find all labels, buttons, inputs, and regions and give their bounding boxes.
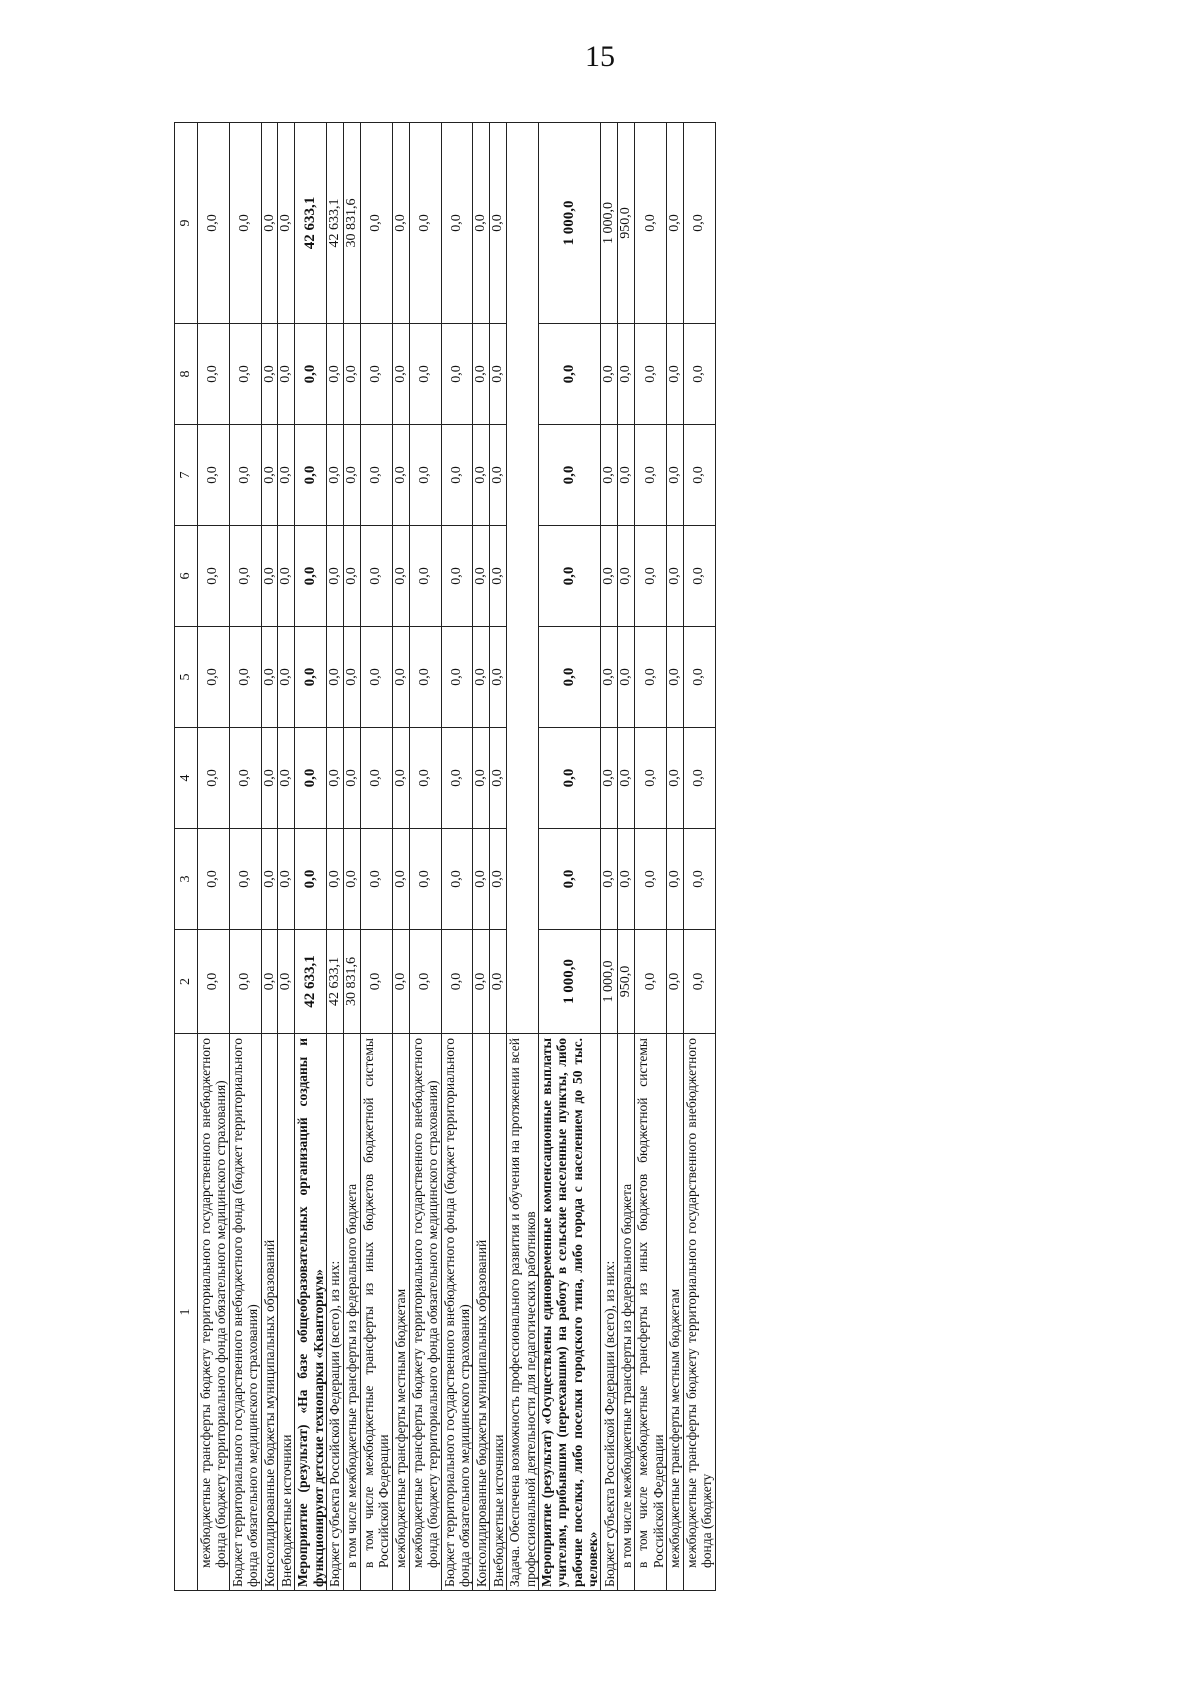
table-row [295, 123, 327, 1591]
row-description: Бюджет субъекта Российской Федерации (всего), из них: [327, 1034, 344, 1591]
value-cell: 0,0 [618, 324, 635, 425]
value-cell: 0,0 [278, 829, 295, 930]
column-number: 8 [175, 324, 198, 425]
value-cell: 0,0 [278, 324, 295, 425]
value-cell: 0,0 [409, 930, 441, 1034]
value-cell: 0,0 [344, 526, 361, 627]
value-cell: 0,0 [635, 526, 667, 627]
value-cell: 0,0 [441, 728, 473, 829]
value-cell: 0,0 [538, 425, 601, 526]
value-cell: 0,0 [361, 425, 393, 526]
table-row [441, 123, 473, 1591]
value-cell: 0,0 [295, 324, 327, 425]
table-row [409, 123, 441, 1591]
value-cell: 0,0 [601, 324, 618, 425]
value-cell: 0,0 [490, 425, 507, 526]
value-cell: 0,0 [392, 728, 409, 829]
value-cell: 0,0 [261, 526, 278, 627]
value-cell: 0,0 [198, 829, 230, 930]
value-cell: 0,0 [684, 728, 716, 829]
value-cell: 0,0 [327, 425, 344, 526]
value-cell: 950,0 [618, 930, 635, 1034]
value-cell: 0,0 [327, 324, 344, 425]
value-cell: 0,0 [409, 123, 441, 324]
value-cell: 0,0 [538, 728, 601, 829]
value-cell: 0,0 [261, 123, 278, 324]
column-number: 1 [175, 1034, 198, 1591]
value-cell: 0,0 [601, 526, 618, 627]
value-cell: 0,0 [601, 728, 618, 829]
value-cell: 0,0 [344, 728, 361, 829]
value-cell: 0,0 [261, 425, 278, 526]
value-cell: 0,0 [392, 123, 409, 324]
value-cell: 0,0 [618, 627, 635, 728]
value-cell: 42 633,1 [295, 930, 327, 1034]
table-row [327, 123, 344, 1591]
value-cell: 0,0 [667, 728, 684, 829]
value-cell: 0,0 [667, 829, 684, 930]
empty-cell [507, 123, 539, 324]
column-number-row [175, 123, 198, 1591]
value-cell: 30 831,6 [344, 123, 361, 324]
value-cell: 0,0 [635, 425, 667, 526]
empty-cell [507, 930, 539, 1034]
table-row [261, 123, 278, 1591]
empty-cell [507, 425, 539, 526]
value-cell: 0,0 [635, 829, 667, 930]
empty-cell [507, 627, 539, 728]
row-description: межбюджетные трансферты бюджету территориального государственного внебюджетного фонда (бюджету территориального фонда обязательного медицинского страхования) [409, 1034, 441, 1591]
value-cell: 0,0 [361, 930, 393, 1034]
value-cell: 0,0 [278, 123, 295, 324]
value-cell: 0,0 [473, 728, 490, 829]
table-row [229, 123, 261, 1591]
value-cell: 42 633,1 [327, 123, 344, 324]
row-description: Мероприятие (результат) «Осуществлены единовременные компенсационные выплаты учителям, прибывшим (переехавшим) на работу в сельские населенные пункты, либо рабочие поселки, либо поселки городского типа, либо города с населением до 50 тыс. человек» [538, 1034, 601, 1591]
table-row [198, 123, 230, 1591]
row-description: в том числе межбюджетные трансферты из иных бюджетов бюджетной системы Российской Федерации [635, 1034, 667, 1591]
value-cell: 950,0 [618, 123, 635, 324]
value-cell: 0,0 [361, 324, 393, 425]
value-cell: 0,0 [392, 324, 409, 425]
value-cell: 0,0 [327, 829, 344, 930]
value-cell: 0,0 [229, 829, 261, 930]
value-cell: 0,0 [473, 627, 490, 728]
value-cell: 0,0 [490, 324, 507, 425]
value-cell: 0,0 [392, 425, 409, 526]
table-row [392, 123, 409, 1591]
value-cell: 0,0 [667, 627, 684, 728]
value-cell: 0,0 [229, 930, 261, 1034]
value-cell: 0,0 [667, 324, 684, 425]
value-cell: 0,0 [295, 425, 327, 526]
value-cell: 0,0 [684, 930, 716, 1034]
value-cell: 0,0 [198, 324, 230, 425]
table-row [278, 123, 295, 1591]
value-cell: 0,0 [538, 324, 601, 425]
value-cell: 0,0 [684, 123, 716, 324]
value-cell: 0,0 [635, 324, 667, 425]
value-cell: 0,0 [278, 728, 295, 829]
table-row [684, 123, 716, 1591]
value-cell: 0,0 [490, 829, 507, 930]
value-cell: 1 000,0 [601, 123, 618, 324]
value-cell: 0,0 [361, 728, 393, 829]
value-cell: 0,0 [441, 526, 473, 627]
column-number: 2 [175, 930, 198, 1034]
value-cell: 0,0 [618, 728, 635, 829]
row-description: Консолидированные бюджеты муниципальных образований [473, 1034, 490, 1591]
value-cell: 0,0 [490, 123, 507, 324]
value-cell: 0,0 [441, 425, 473, 526]
value-cell: 0,0 [635, 728, 667, 829]
value-cell: 0,0 [684, 627, 716, 728]
row-description: Консолидированные бюджеты муниципальных образований [261, 1034, 278, 1591]
column-number: 3 [175, 829, 198, 930]
row-description: межбюджетные трансферты бюджету территориального государственного внебюджетного фонда (бюджету территориального фонда обязательного медицинского страхования) [198, 1034, 230, 1591]
value-cell: 0,0 [473, 324, 490, 425]
row-description: межбюджетные трансферты местным бюджетам [392, 1034, 409, 1591]
value-cell: 0,0 [409, 425, 441, 526]
value-cell: 1 000,0 [538, 930, 601, 1034]
value-cell: 0,0 [229, 526, 261, 627]
value-cell: 0,0 [261, 627, 278, 728]
table-row [361, 123, 393, 1591]
value-cell: 0,0 [361, 123, 393, 324]
value-cell: 0,0 [473, 425, 490, 526]
table-row [601, 123, 618, 1591]
value-cell: 0,0 [490, 627, 507, 728]
row-description: межбюджетные трансферты местным бюджетам [667, 1034, 684, 1591]
value-cell: 0,0 [684, 425, 716, 526]
value-cell: 0,0 [601, 627, 618, 728]
row-description: в том числе межбюджетные трансферты из федерального бюджета [618, 1034, 635, 1591]
value-cell: 0,0 [473, 123, 490, 324]
value-cell: 0,0 [229, 123, 261, 324]
empty-cell [507, 526, 539, 627]
value-cell: 0,0 [327, 728, 344, 829]
column-number: 5 [175, 627, 198, 728]
value-cell: 0,0 [198, 526, 230, 627]
value-cell: 30 831,6 [344, 930, 361, 1034]
value-cell: 0,0 [392, 627, 409, 728]
value-cell: 0,0 [261, 930, 278, 1034]
value-cell: 0,0 [667, 425, 684, 526]
value-cell: 0,0 [667, 526, 684, 627]
column-number: 7 [175, 425, 198, 526]
value-cell: 0,0 [441, 930, 473, 1034]
row-description: Внебюджетные источники [278, 1034, 295, 1591]
value-cell: 0,0 [278, 930, 295, 1034]
value-cell: 0,0 [344, 627, 361, 728]
value-cell: 42 633,1 [327, 930, 344, 1034]
column-number: 4 [175, 728, 198, 829]
value-cell: 0,0 [295, 829, 327, 930]
value-cell: 0,0 [361, 627, 393, 728]
value-cell: 0,0 [198, 930, 230, 1034]
value-cell: 0,0 [618, 526, 635, 627]
value-cell: 0,0 [409, 627, 441, 728]
value-cell: 0,0 [327, 627, 344, 728]
row-description: Мероприятие (результат) «На базе общеобразовательных организаций созданы и функционируют детские технопарки «Кванториум» [295, 1034, 327, 1591]
value-cell: 0,0 [392, 930, 409, 1034]
value-cell: 0,0 [473, 930, 490, 1034]
value-cell: 0,0 [635, 123, 667, 324]
row-description: Внебюджетные источники [490, 1034, 507, 1591]
row-description: Бюджет территориального государственного внебюджетного фонда (бюджет территориального фонда обязательного медицинского страхования) [441, 1034, 473, 1591]
value-cell: 0,0 [538, 526, 601, 627]
table-row [618, 123, 635, 1591]
table-row [473, 123, 490, 1591]
value-cell: 0,0 [409, 728, 441, 829]
task-row [507, 123, 539, 1591]
rotated-budget-table-container [174, 123, 1109, 1591]
value-cell: 0,0 [409, 324, 441, 425]
value-cell: 0,0 [601, 829, 618, 930]
value-cell: 0,0 [409, 526, 441, 627]
value-cell: 1 000,0 [601, 930, 618, 1034]
row-description: в том числе межбюджетные трансферты из федерального бюджета [344, 1034, 361, 1591]
value-cell: 0,0 [261, 728, 278, 829]
value-cell: 0,0 [198, 728, 230, 829]
table-row [538, 123, 601, 1591]
value-cell: 0,0 [635, 627, 667, 728]
value-cell: 0,0 [229, 728, 261, 829]
value-cell: 0,0 [261, 324, 278, 425]
value-cell: 0,0 [344, 829, 361, 930]
value-cell: 0,0 [601, 425, 618, 526]
value-cell: 0,0 [490, 930, 507, 1034]
value-cell: 0,0 [667, 123, 684, 324]
value-cell: 0,0 [538, 627, 601, 728]
value-cell: 0,0 [667, 930, 684, 1034]
value-cell: 0,0 [684, 829, 716, 930]
value-cell: 0,0 [198, 425, 230, 526]
value-cell: 0,0 [635, 930, 667, 1034]
table-row [667, 123, 684, 1591]
empty-cell [507, 324, 539, 425]
row-description: Бюджет субъекта Российской Федерации (всего), из них: [601, 1034, 618, 1591]
column-number: 9 [175, 123, 198, 324]
value-cell: 0,0 [409, 829, 441, 930]
value-cell: 0,0 [441, 829, 473, 930]
value-cell: 0,0 [278, 526, 295, 627]
value-cell: 0,0 [261, 829, 278, 930]
column-number: 6 [175, 526, 198, 627]
value-cell: 0,0 [278, 627, 295, 728]
value-cell: 0,0 [490, 728, 507, 829]
value-cell: 0,0 [344, 425, 361, 526]
value-cell: 1 000,0 [538, 123, 601, 324]
row-description: межбюджетные трансферты бюджету территориального государственного внебюджетного фонда (бюджету [684, 1034, 716, 1591]
task-description: Задача. Обеспечена возможность профессионального развития и обучения на протяжении всей профессиональной деятельности для педагогических работников [507, 1034, 539, 1591]
value-cell: 0,0 [441, 324, 473, 425]
value-cell: 0,0 [441, 123, 473, 324]
row-description: в том числе межбюджетные трансферты из иных бюджетов бюджетной системы Российской Федерации [361, 1034, 393, 1591]
table-row [490, 123, 507, 1591]
table-row [635, 123, 667, 1591]
empty-cell [507, 829, 539, 930]
value-cell: 0,0 [473, 526, 490, 627]
value-cell: 0,0 [361, 526, 393, 627]
value-cell: 0,0 [198, 123, 230, 324]
value-cell: 0,0 [295, 627, 327, 728]
value-cell: 0,0 [295, 728, 327, 829]
value-cell: 0,0 [198, 627, 230, 728]
value-cell: 0,0 [344, 324, 361, 425]
value-cell: 0,0 [684, 324, 716, 425]
value-cell: 0,0 [327, 526, 344, 627]
value-cell: 0,0 [392, 829, 409, 930]
row-description: Бюджет территориального государственного внебюджетного фонда (бюджет территориального фонда обязательного медицинского страхования) [229, 1034, 261, 1591]
value-cell: 0,0 [361, 829, 393, 930]
page-number: 15 [585, 40, 615, 73]
budget-table [174, 122, 716, 1591]
value-cell: 0,0 [229, 627, 261, 728]
value-cell: 0,0 [618, 425, 635, 526]
value-cell: 0,0 [392, 526, 409, 627]
table-row [344, 123, 361, 1591]
value-cell: 0,0 [441, 627, 473, 728]
value-cell: 0,0 [278, 425, 295, 526]
value-cell: 0,0 [295, 526, 327, 627]
value-cell: 0,0 [229, 324, 261, 425]
value-cell: 0,0 [684, 526, 716, 627]
empty-cell [507, 728, 539, 829]
value-cell: 0,0 [473, 829, 490, 930]
value-cell: 0,0 [618, 829, 635, 930]
value-cell: 0,0 [490, 526, 507, 627]
value-cell: 0,0 [538, 829, 601, 930]
value-cell: 0,0 [229, 425, 261, 526]
value-cell: 42 633,1 [295, 123, 327, 324]
